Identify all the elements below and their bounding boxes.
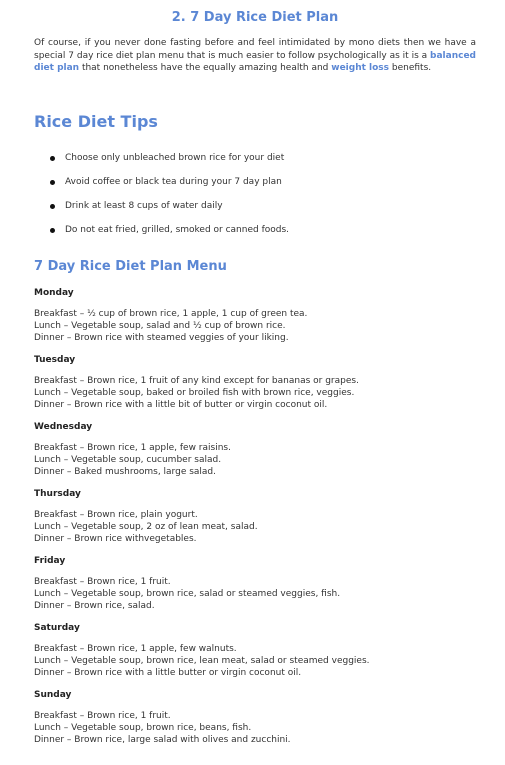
breakfast-line: Breakfast – Brown rice, 1 fruit of any kind except for bananas or grapes.	[34, 376, 359, 386]
intro-paragraph	[34, 37, 476, 75]
tip-item	[34, 151, 289, 175]
bullet-icon	[50, 204, 55, 209]
balanced-diet-plan-link[interactable]: balanced diet plan	[34, 50, 476, 73]
dinner-line: Dinner – Brown rice, large salad with olives and zucchini.	[34, 735, 291, 745]
tip-item	[34, 223, 289, 247]
day-name: Saturday	[34, 623, 80, 633]
lunch-line: Lunch – Vegetable soup, brown rice, lean meat, salad or steamed veggies.	[34, 656, 370, 666]
bullet-icon	[50, 228, 55, 233]
plan-heading: 2. 7 Day Rice Diet Plan	[171, 10, 339, 25]
day-thursday	[34, 488, 476, 555]
dinner-line: Dinner – Brown rice with a little butter or virgin coconut oil.	[34, 668, 302, 678]
breakfast-line: Breakfast – Brown rice, 1 apple, few walnuts.	[34, 644, 237, 654]
dinner-line: Dinner – Brown rice with steamed veggies of your liking.	[34, 333, 289, 343]
tips-list	[34, 151, 289, 247]
breakfast-line: Breakfast – ½ cup of brown rice, 1 apple, 1 cup of green tea.	[34, 309, 308, 319]
menu-days	[34, 287, 476, 756]
lunch-line: Lunch – Vegetable soup, cucumber salad.	[34, 455, 222, 465]
lunch-line: Lunch – Vegetable soup, salad and ½ cup of brown rice.	[34, 321, 286, 331]
weight-loss-link[interactable]: weight loss	[331, 63, 390, 73]
lunch-line: Lunch – Vegetable soup, brown rice, salad or steamed veggies, fish.	[34, 589, 341, 599]
day-name: Sunday	[34, 690, 72, 700]
day-name: Wednesday	[34, 422, 93, 432]
intro-text-3: benefits.	[389, 63, 432, 73]
day-saturday	[34, 622, 476, 689]
breakfast-line: Breakfast – Brown rice, 1 apple, few raisins.	[34, 443, 231, 453]
dinner-line: Dinner – Brown rice withvegetables.	[34, 534, 197, 544]
menu-heading: 7 Day Rice Diet Plan Menu	[34, 259, 227, 274]
day-monday	[34, 287, 476, 354]
day-name: Thursday	[34, 489, 81, 499]
intro-text-1: Of course, if you never done fasting before and feel intimidated by mono diets then we have a special 7 day rice diet plan menu that is much easier to follow psychologically as it is a	[34, 38, 476, 61]
bullet-icon	[50, 180, 55, 185]
breakfast-line: Breakfast – Brown rice, 1 fruit.	[34, 577, 171, 587]
lunch-line: Lunch – Vegetable soup, brown rice, beans, fish.	[34, 723, 252, 733]
lunch-line: Lunch – Vegetable soup, baked or broiled fish with brown rice, veggies.	[34, 388, 355, 398]
intro-text-2: that nonetheless have the equally amazing health and	[79, 63, 332, 73]
dinner-line: Dinner – Brown rice with a little bit of butter or virgin coconut oil.	[34, 400, 328, 410]
tip-item	[34, 199, 289, 223]
tip-item	[34, 175, 289, 199]
dinner-line: Dinner – Brown rice, salad.	[34, 601, 155, 611]
tip-text: Do not eat fried, grilled, smoked or canned foods.	[65, 225, 290, 235]
day-wednesday	[34, 421, 476, 488]
tip-text: Drink at least 8 cups of water daily	[65, 201, 223, 211]
tip-text: Avoid coffee or black tea during your 7 day plan	[65, 177, 282, 187]
day-name: Monday	[34, 288, 74, 298]
bullet-icon	[50, 156, 55, 161]
lunch-line: Lunch – Vegetable soup, 2 oz of lean meat, salad.	[34, 522, 258, 532]
breakfast-line: Breakfast – Brown rice, 1 fruit.	[34, 711, 171, 721]
tips-heading: Rice Diet Tips	[34, 112, 158, 131]
day-name: Friday	[34, 556, 66, 566]
day-sunday	[34, 689, 476, 756]
day-name: Tuesday	[34, 355, 76, 365]
dinner-line: Dinner – Baked mushrooms, large salad.	[34, 467, 217, 477]
day-friday	[34, 555, 476, 622]
tip-text: Choose only unbleached brown rice for your diet	[65, 153, 285, 163]
day-tuesday	[34, 354, 476, 421]
breakfast-line: Breakfast – Brown rice, plain yogurt.	[34, 510, 198, 520]
